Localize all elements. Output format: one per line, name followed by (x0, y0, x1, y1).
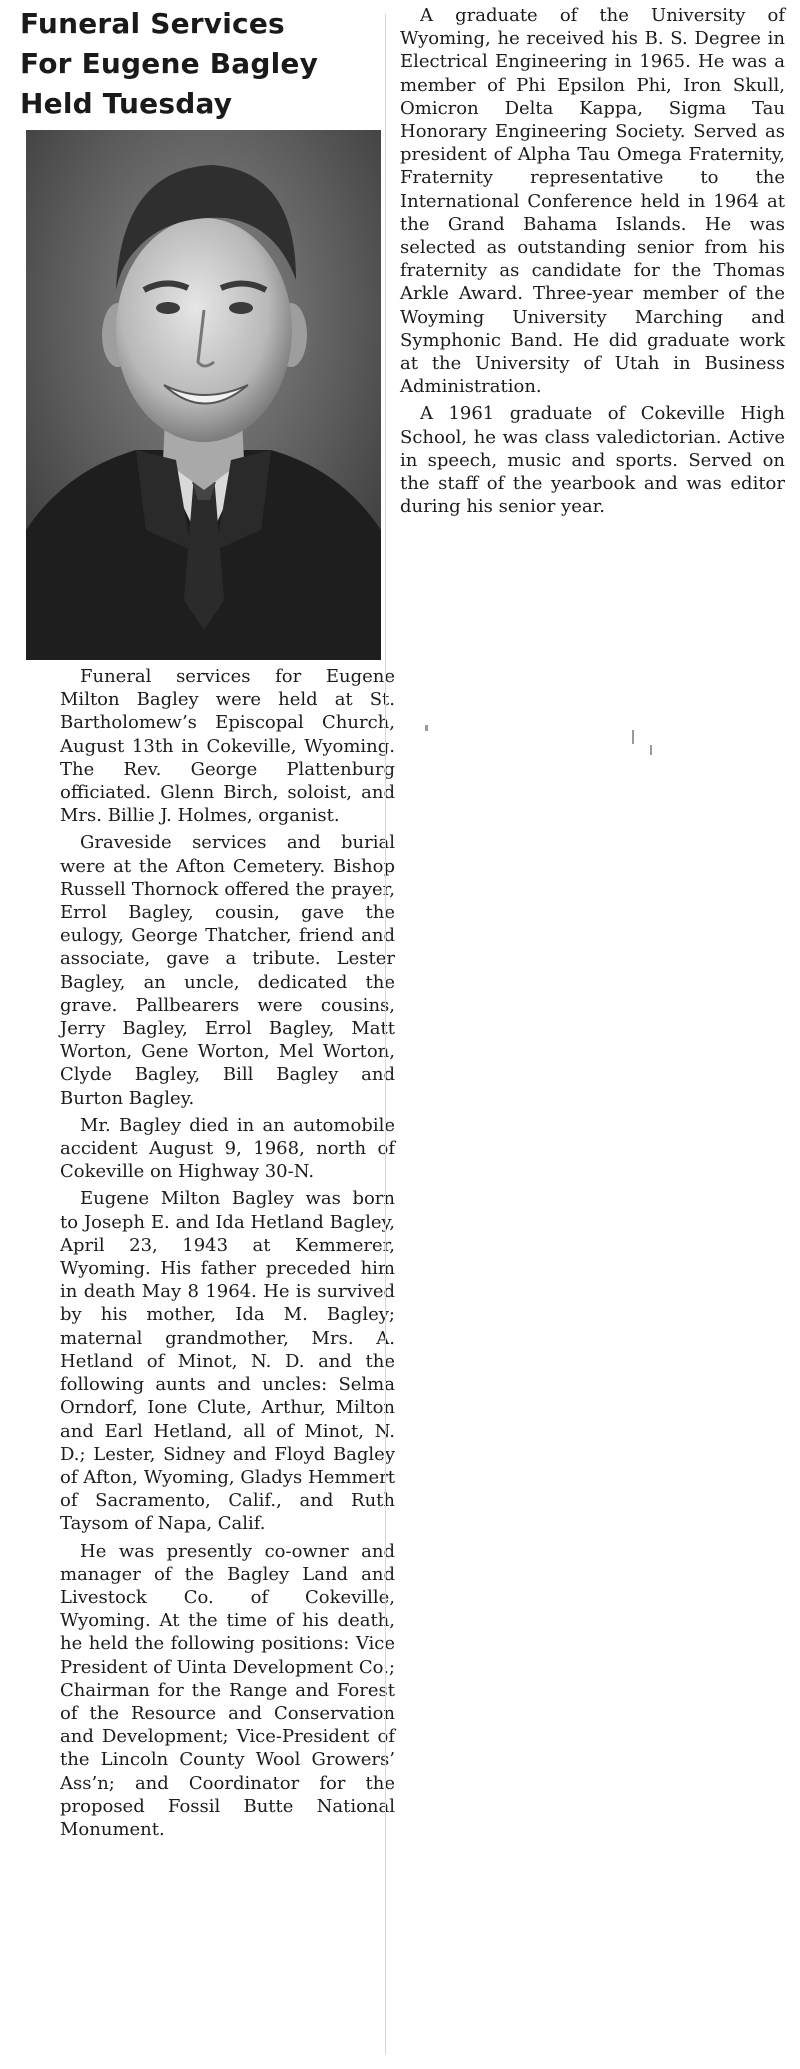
scan-mark (650, 745, 652, 755)
paragraph-high-school: A 1961 graduate of Cokeville High School, he was class valedictorian. Active in speech, music and sports. Served on the staff of the yearbook and was editor during his senior year. (400, 403, 785, 518)
headline-line-1: Funeral Services (20, 7, 285, 40)
right-column (400, 4, 785, 522)
headline-line-3: Held Tuesday (20, 87, 233, 120)
headline-line-2: For Eugene Bagley (20, 47, 319, 80)
left-column (60, 665, 395, 1845)
paragraph-university: A graduate of the University of Wyoming, he received his B. S. Degree in Electrical Engineering in 1965. He was a member of Phi Epsilon Phi, Iron Skull, Omicron Delta Kappa, Sigma Tau Honorary Engineering Society. Served as president of Alpha Tau Omega Fraternity, Fraternity representative to the International Conference held in 1964 at the Grand Bahama Islands. He was selected as outstanding senior from his fraternity as candidate for the Thomas Arkle Award. Three-year member of the Woyming University Marching and Symphonic Band. He did graduate work at the University of Utah in Business Administration. (400, 5, 785, 398)
paragraph-services: Funeral services for Eugene Milton Bagley were held at St. Bartholomew’s Episcopal Church, August 13th in Cokeville, Wyoming. The Rev. George Plattenburg officiated. Glenn Birch, soloist, and Mrs. Billie J. Holmes, organist. (60, 666, 395, 827)
portrait-photo (26, 130, 381, 660)
scan-mark (632, 730, 634, 744)
scan-mark (425, 725, 428, 731)
paragraph-career: He was presently co-owner and manager of the Bagley Land and Livestock Co. of Cokeville, Wyoming. At the time of his death, he held the following positions: Vice President of Uinta Development Co.; Chairman for the Range and Forest of the Resource and Conservation and Development; Vice-President of the Lincoln County Wool Growers’ Ass’n; and Coordinator for the proposed Fossil Butte National Monument. (60, 1540, 395, 1840)
paragraph-family: Eugene Milton Bagley was born to Joseph E. and Ida Hetland Bagley, April 23, 1943 at Kemmerer, Wyoming. His father preceded him in death May 8 1964. He is survived by his mother, Ida M. Bagley; maternal grandmother, Mrs. A. Hetland of Minot, N. D. and the following aunts and uncles: Selma Orndorf, Ione Clute, Arthur, Milton and Earl Hetland, all of Minot, N. D.; Lester, Sidney and Floyd Bagley of Afton, Wyoming, Gladys Hemmert of Sacramento, Calif., and Ruth Taysom of Napa, Calif. (60, 1188, 395, 1535)
headline (20, 4, 390, 124)
portrait-image (26, 130, 381, 660)
column-rule (385, 14, 386, 2054)
paragraph-graveside: Graveside services and burial were at the Afton Cemetery. Bishop Russell Thornock offered the prayer, Errol Bagley, cousin, gave the eulogy, George Thatcher, friend and associate, gave a tribute. Lester Bagley, an uncle, dedicated the grave. Pallbearers were cousins, Jerry Bagley, Errol Bagley, Matt Worton, Gene Worton, Mel Worton, Clyde Bagley, Bill Bagley and Burton Bagley. (60, 832, 395, 1109)
paragraph-death: Mr. Bagley died in an automobile accident August 9, 1968, north of Cokeville on Highway 30-N. (60, 1114, 395, 1183)
